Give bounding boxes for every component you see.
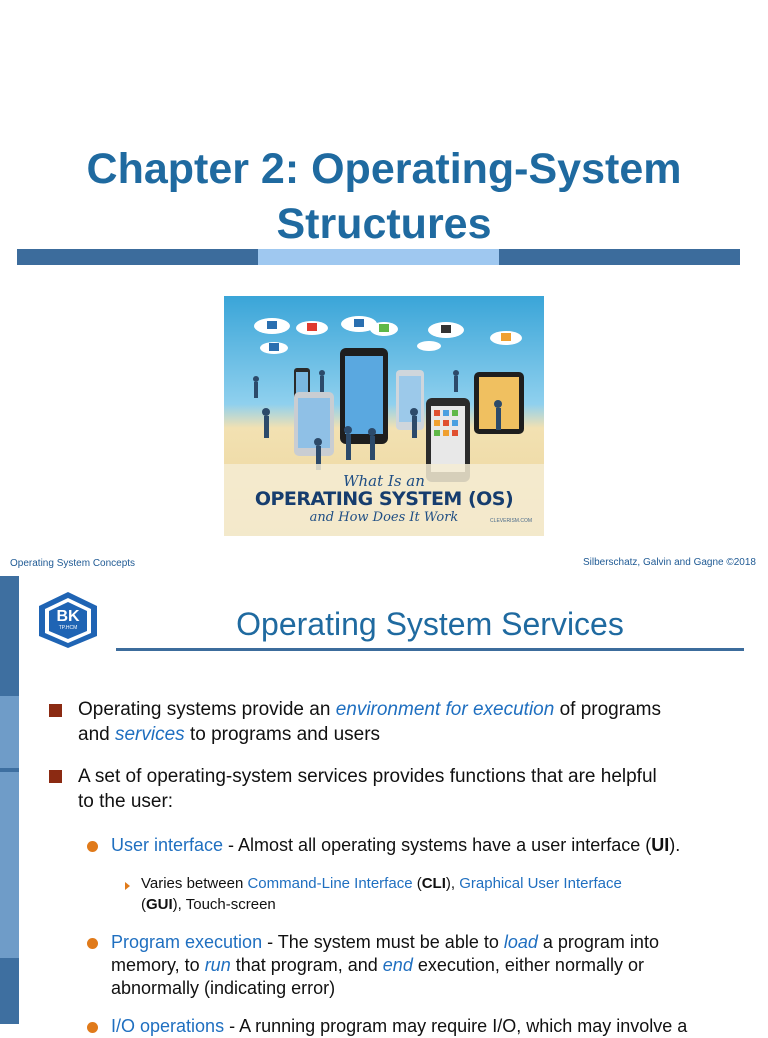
term-io-operations: I/O operations [111, 1016, 225, 1036]
term-program-execution: Program execution [111, 932, 263, 952]
dot-bullet [87, 1022, 98, 1033]
text: - A running program may require I/O, which may involve a [224, 1016, 688, 1036]
bullet-io-operations [111, 1015, 741, 1038]
title-line-1: Chapter 2: Operating-System [86, 145, 682, 193]
sidebar-segment [0, 696, 19, 768]
text: ( [412, 875, 422, 892]
highlight-end: end [382, 955, 413, 975]
text: ( [141, 896, 146, 913]
bk-logo [35, 590, 101, 650]
title-band-middle [258, 249, 499, 265]
term-cli: Command-Line Interface [247, 875, 413, 892]
text: ), Touch-screen [172, 896, 276, 913]
text: to the user: [78, 791, 174, 812]
image-credit: CLEVERISM.COM [490, 518, 532, 524]
bullet-user-interface [111, 834, 741, 857]
text: - The system must be able to [262, 932, 504, 952]
logo-subtext: TP.HCM [58, 625, 78, 631]
logo-text: BK [56, 608, 80, 625]
abbr-gui: GUI [146, 896, 173, 913]
services-slide [0, 576, 768, 1036]
image-caption-main: OPERATING SYSTEM (OS) [254, 488, 514, 510]
footer-authors: Silberschatz, Galvin and Gagne ©2018 [582, 557, 756, 568]
text: and [78, 724, 115, 745]
title-band-right [499, 249, 740, 265]
text: A set of operating-system services provides functions that are helpful [78, 766, 657, 787]
dot-bullet [87, 938, 98, 949]
term-user-interface: User interface [111, 835, 224, 855]
text: abnormally (indicating error) [111, 978, 336, 998]
triangle-bullet [125, 882, 130, 890]
text: ). [669, 835, 681, 855]
image-caption-top: What Is an [343, 472, 425, 490]
text: to programs and users [184, 724, 381, 745]
text: memory, to [111, 955, 205, 975]
sidebar-segment [0, 772, 19, 958]
bullet-ui-types [141, 873, 731, 915]
os-illustration [224, 296, 544, 536]
text: execution, either normally or [412, 955, 644, 975]
bullet-program-execution [111, 931, 741, 1000]
title-underline [116, 648, 744, 651]
highlight-environment: environment for execution [335, 699, 555, 720]
text: Operating systems provide an [78, 699, 336, 720]
square-bullet [49, 704, 62, 717]
dot-bullet [87, 841, 98, 852]
slide-title [0, 142, 768, 252]
term-gui: Graphical User Interface [459, 875, 622, 892]
abbr-cli: CLI [421, 875, 446, 892]
image-caption-bottom: and How Does It Work [309, 510, 459, 525]
left-sidebar-stripe [0, 576, 19, 1024]
text: that program, and [230, 955, 383, 975]
highlight-services: services [114, 724, 185, 745]
bullet-service-set [78, 764, 746, 814]
square-bullet [49, 770, 62, 783]
highlight-run: run [204, 955, 231, 975]
highlight-load: load [503, 932, 538, 952]
title-band-left [17, 249, 258, 265]
slide-title: Operating System Services [236, 606, 624, 642]
text: a program into [537, 932, 659, 952]
abbr-ui: UI [651, 835, 670, 855]
bullet-environment [78, 697, 746, 747]
text: of programs [554, 699, 661, 720]
text: - Almost all operating systems have a user interface ( [223, 835, 652, 855]
title-line-2: Structures [276, 200, 492, 248]
text: ), [445, 875, 460, 892]
text: Varies between [141, 875, 248, 892]
footer-course: Operating System Concepts [10, 558, 136, 569]
